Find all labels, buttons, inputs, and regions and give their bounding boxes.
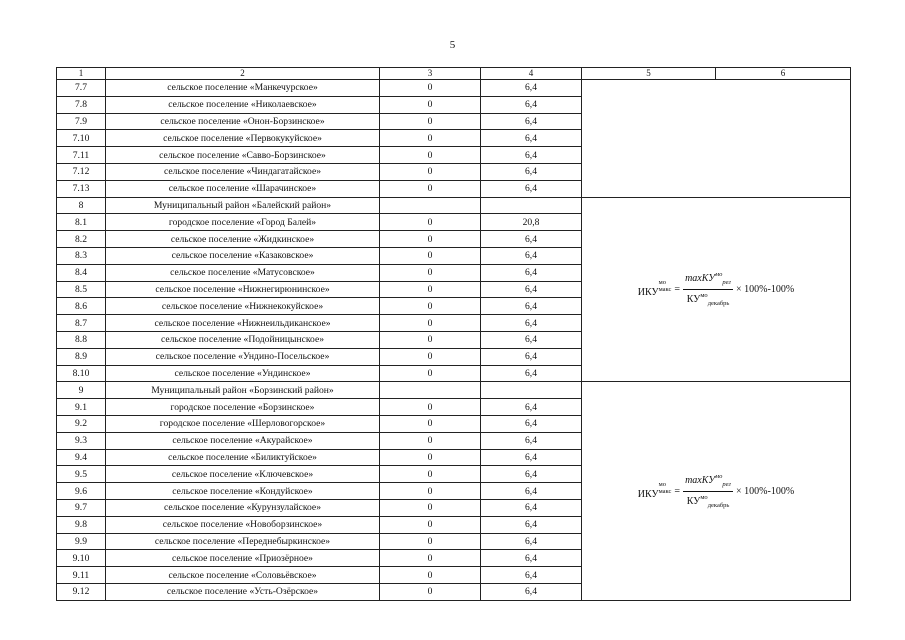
col3-value: 0 xyxy=(380,130,481,147)
col3-value: 0 xyxy=(380,399,481,416)
district-col4 xyxy=(481,382,582,399)
settlement-name: сельское поселение «Николаевское» xyxy=(106,96,380,113)
col4-value: 6,4 xyxy=(481,399,582,416)
settlement-name: сельское поселение «Манкечурское» xyxy=(106,80,380,97)
row-number: 9.7 xyxy=(57,499,106,516)
formula-den-sup: мо xyxy=(700,291,708,299)
settlement-name: сельское поселение «Онон-Борзинское» xyxy=(106,113,380,130)
formula-tail: × 100%-100% xyxy=(736,283,795,295)
formula-lhs-indices xyxy=(659,481,672,495)
page-number: 5 xyxy=(449,39,456,51)
district-number: 8 xyxy=(57,197,106,214)
col3-value: 0 xyxy=(380,214,481,231)
col3-value: 0 xyxy=(380,96,481,113)
formula-equals: = xyxy=(674,283,681,295)
col3-value: 0 xyxy=(380,180,481,197)
formula-fraction xyxy=(683,269,733,310)
tariff-table xyxy=(56,67,851,601)
column-header-1: 1 xyxy=(57,68,106,80)
formula-den-sub: декабрь xyxy=(707,501,730,509)
settlement-name: сельское поселение «Соловьёвское» xyxy=(106,567,380,584)
row-number: 9.5 xyxy=(57,466,106,483)
col4-value: 6,4 xyxy=(481,264,582,281)
district-header-row xyxy=(57,382,851,399)
formula-num-sup: мо xyxy=(714,472,723,480)
col3-value: 0 xyxy=(380,281,481,298)
col3-value: 0 xyxy=(380,163,481,180)
col3-value: 0 xyxy=(380,415,481,432)
col3-value: 0 xyxy=(380,583,481,600)
row-number: 7.10 xyxy=(57,130,106,147)
table-row xyxy=(57,80,851,97)
formula-fraction xyxy=(683,471,733,512)
row-number: 8.2 xyxy=(57,231,106,248)
settlement-name: сельское поселение «Подойницынское» xyxy=(106,331,380,348)
col4-value: 6,4 xyxy=(481,550,582,567)
row-number: 9.8 xyxy=(57,516,106,533)
formula-den-sub: декабрь xyxy=(707,299,730,307)
col4-value: 6,4 xyxy=(481,163,582,180)
settlement-name: городское поселение «Борзинское» xyxy=(106,399,380,416)
col4-value: 6,4 xyxy=(481,415,582,432)
col3-value: 0 xyxy=(380,466,481,483)
settlement-name: сельское поселение «Акурайское» xyxy=(106,432,380,449)
col4-value: 6,4 xyxy=(481,281,582,298)
formula-lhs-indices xyxy=(659,279,672,293)
formula-denominator xyxy=(685,290,732,310)
formula-lhs-sub: макс xyxy=(658,487,672,495)
formula-lhs-sup: мо xyxy=(658,480,666,488)
row-number: 9.1 xyxy=(57,399,106,416)
col3-value: 0 xyxy=(380,567,481,584)
formula-numerator xyxy=(683,471,733,492)
row-number: 7.7 xyxy=(57,80,106,97)
formula-denominator xyxy=(685,492,732,512)
district-col3 xyxy=(380,197,481,214)
settlement-name: сельское поселение «Усть-Озёрское» xyxy=(106,583,380,600)
col4-value: 6,4 xyxy=(481,298,582,315)
settlement-name: сельское поселение «Приозёрное» xyxy=(106,550,380,567)
formula-num-symbol: maxКУ xyxy=(685,474,715,486)
row-number: 9.4 xyxy=(57,449,106,466)
column-header-3: 3 xyxy=(380,68,481,80)
column-header-row xyxy=(57,68,851,80)
col3-value: 0 xyxy=(380,550,481,567)
merged-cell xyxy=(582,80,851,198)
formula xyxy=(638,471,794,512)
col3-value: 0 xyxy=(380,533,481,550)
district-col4 xyxy=(481,197,582,214)
row-number: 8.1 xyxy=(57,214,106,231)
col3-value: 0 xyxy=(380,113,481,130)
col4-value: 6,4 xyxy=(481,583,582,600)
row-number: 8.5 xyxy=(57,281,106,298)
settlement-name: сельское поселение «Савво-Борзинское» xyxy=(106,147,380,164)
col4-value: 20,8 xyxy=(481,214,582,231)
row-number: 9.11 xyxy=(57,567,106,584)
formula-den-symbol: КУ xyxy=(686,495,701,507)
settlement-name: сельское поселение «Курунзулайское» xyxy=(106,499,380,516)
settlement-name: сельское поселение «Нижнегирюнинское» xyxy=(106,281,380,298)
column-header-2: 2 xyxy=(106,68,380,80)
settlement-name: сельское поселение «Шарачинское» xyxy=(106,180,380,197)
col3-value: 0 xyxy=(380,499,481,516)
row-number: 9.10 xyxy=(57,550,106,567)
row-number: 8.4 xyxy=(57,264,106,281)
row-number: 7.11 xyxy=(57,147,106,164)
col4-value: 6,4 xyxy=(481,483,582,500)
settlement-name: сельское поселение «Жидкинское» xyxy=(106,231,380,248)
formula-den-symbol: КУ xyxy=(686,293,701,305)
col3-value: 0 xyxy=(380,298,481,315)
settlement-name: сельское поселение «Новоборзинское» xyxy=(106,516,380,533)
row-number: 8.3 xyxy=(57,247,106,264)
formula-lhs-symbol: ИКУ xyxy=(637,488,659,500)
formula-den-sup: мо xyxy=(700,493,708,501)
row-number: 8.10 xyxy=(57,365,106,382)
col4-value: 6,4 xyxy=(481,499,582,516)
formula-equals: = xyxy=(674,485,681,497)
formula xyxy=(638,269,794,310)
column-header-4: 4 xyxy=(481,68,582,80)
col3-value: 0 xyxy=(380,432,481,449)
col4-value: 6,4 xyxy=(481,113,582,130)
formula-lhs-symbol: ИКУ xyxy=(637,286,659,298)
settlement-name: сельское поселение «Первокукуйское» xyxy=(106,130,380,147)
col4-value: 6,4 xyxy=(481,147,582,164)
col3-value: 0 xyxy=(380,516,481,533)
formula-lhs xyxy=(638,481,672,502)
col3-value: 0 xyxy=(380,80,481,97)
col4-value: 6,4 xyxy=(481,449,582,466)
col4-value: 6,4 xyxy=(481,315,582,332)
col4-value: 6,4 xyxy=(481,130,582,147)
formula-lhs xyxy=(638,279,672,300)
district-col3 xyxy=(380,382,481,399)
formula-tail: × 100%-100% xyxy=(736,485,795,497)
formula-num-sub: рег xyxy=(722,278,732,286)
settlement-name: сельское поселение «Нижнекокуйское» xyxy=(106,298,380,315)
col4-value: 6,4 xyxy=(481,365,582,382)
col3-value: 0 xyxy=(380,315,481,332)
district-name: Муниципальный район «Балейский район» xyxy=(106,197,380,214)
col3-value: 0 xyxy=(380,348,481,365)
row-number: 7.9 xyxy=(57,113,106,130)
col4-value: 6,4 xyxy=(481,247,582,264)
col4-value: 6,4 xyxy=(481,567,582,584)
col4-value: 6,4 xyxy=(481,432,582,449)
row-number: 7.13 xyxy=(57,180,106,197)
settlement-name: сельское поселение «Казаковское» xyxy=(106,247,380,264)
settlement-name: сельское поселение «Биликтуйское» xyxy=(106,449,380,466)
district-name: Муниципальный район «Борзинский район» xyxy=(106,382,380,399)
formula-lhs-sup: мо xyxy=(658,278,666,286)
settlement-name: городское поселение «Город Балей» xyxy=(106,214,380,231)
col3-value: 0 xyxy=(380,147,481,164)
row-number: 9.9 xyxy=(57,533,106,550)
row-number: 9.12 xyxy=(57,583,106,600)
settlement-name: сельское поселение «Кондуйское» xyxy=(106,483,380,500)
settlement-name: сельское поселение «Переднебыркинское» xyxy=(106,533,380,550)
col3-value: 0 xyxy=(380,231,481,248)
district-number: 9 xyxy=(57,382,106,399)
row-number: 9.3 xyxy=(57,432,106,449)
settlement-name: сельское поселение «Ундино-Посельское» xyxy=(106,348,380,365)
col4-value: 6,4 xyxy=(481,466,582,483)
row-number: 9.6 xyxy=(57,483,106,500)
settlement-name: сельское поселение «Матусовское» xyxy=(106,264,380,281)
formula-cell xyxy=(582,197,851,382)
formula-num-sup: мо xyxy=(714,270,723,278)
col4-value: 6,4 xyxy=(481,516,582,533)
row-number: 7.12 xyxy=(57,163,106,180)
formula-num-sub: рег xyxy=(722,480,732,488)
col3-value: 0 xyxy=(380,449,481,466)
settlement-name: сельское поселение «Ключевское» xyxy=(106,466,380,483)
settlement-name: сельское поселение «Нижнеильдиканское» xyxy=(106,315,380,332)
district-header-row xyxy=(57,197,851,214)
col3-value: 0 xyxy=(380,264,481,281)
row-number: 7.8 xyxy=(57,96,106,113)
col4-value: 6,4 xyxy=(481,80,582,97)
col3-value: 0 xyxy=(380,483,481,500)
col3-value: 0 xyxy=(380,331,481,348)
formula-lhs-sub: макс xyxy=(658,285,672,293)
col4-value: 6,4 xyxy=(481,96,582,113)
column-header-6: 6 xyxy=(716,68,851,80)
formula-cell xyxy=(582,382,851,600)
row-number: 9.2 xyxy=(57,415,106,432)
settlement-name: сельское поселение «Ундинское» xyxy=(106,365,380,382)
col4-value: 6,4 xyxy=(481,231,582,248)
settlement-name: сельское поселение «Чиндагатайское» xyxy=(106,163,380,180)
row-number: 8.8 xyxy=(57,331,106,348)
col4-value: 6,4 xyxy=(481,331,582,348)
col3-value: 0 xyxy=(380,365,481,382)
row-number: 8.7 xyxy=(57,315,106,332)
row-number: 8.9 xyxy=(57,348,106,365)
col4-value: 6,4 xyxy=(481,180,582,197)
row-number: 8.6 xyxy=(57,298,106,315)
formula-num-symbol: maxКУ xyxy=(685,272,715,284)
col4-value: 6,4 xyxy=(481,348,582,365)
settlement-name: городское поселение «Шерловогорское» xyxy=(106,415,380,432)
column-header-5: 5 xyxy=(582,68,716,80)
col4-value: 6,4 xyxy=(481,533,582,550)
formula-numerator xyxy=(683,269,733,290)
col3-value: 0 xyxy=(380,247,481,264)
